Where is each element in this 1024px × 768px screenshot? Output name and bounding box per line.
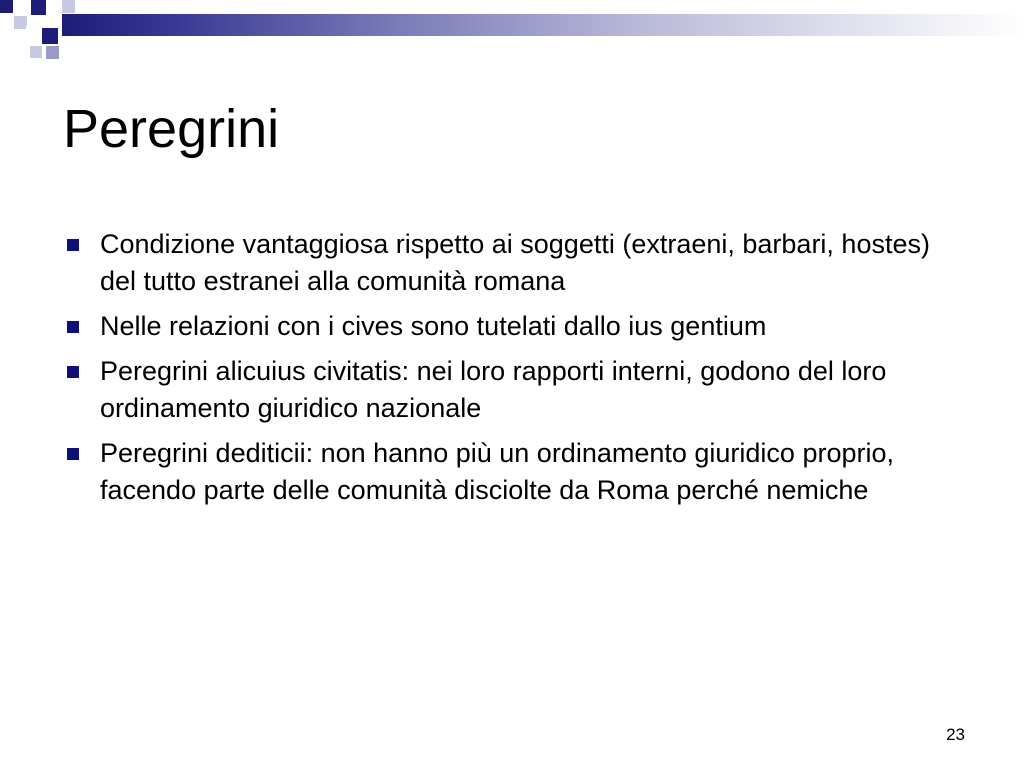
bullet-list bbox=[63, 226, 963, 517]
square-bullet-icon bbox=[67, 366, 79, 378]
bullet-item bbox=[63, 308, 963, 345]
bullet-text: Condizione vantaggiosa rispetto ai soggetti (extraeni, barbari, hostes) del tutto estranei alla comunità romana bbox=[100, 229, 930, 296]
bullet-text: Peregrini dediticii: non hanno più un ordinamento giuridico proprio, facendo parte delle comunità disciolte da Roma perché nemiche bbox=[100, 438, 894, 505]
header-gradient-bar bbox=[62, 14, 1024, 36]
square-bullet-icon bbox=[67, 239, 79, 251]
page-number: 23 bbox=[946, 725, 965, 744]
slide-title: Peregrini bbox=[63, 99, 280, 159]
bullet-item bbox=[63, 435, 963, 509]
bullet-text: Nelle relazioni con i cives sono tutelati dallo ius gentium bbox=[100, 311, 767, 341]
bullet-item bbox=[63, 226, 963, 300]
bullet-item bbox=[63, 353, 963, 427]
bullet-text: Peregrini alicuius civitatis: nei loro rapporti interni, godono del loro ordinamento giuridico nazionale bbox=[100, 356, 887, 423]
square-bullet-icon bbox=[67, 448, 79, 460]
square-bullet-icon bbox=[67, 321, 79, 333]
